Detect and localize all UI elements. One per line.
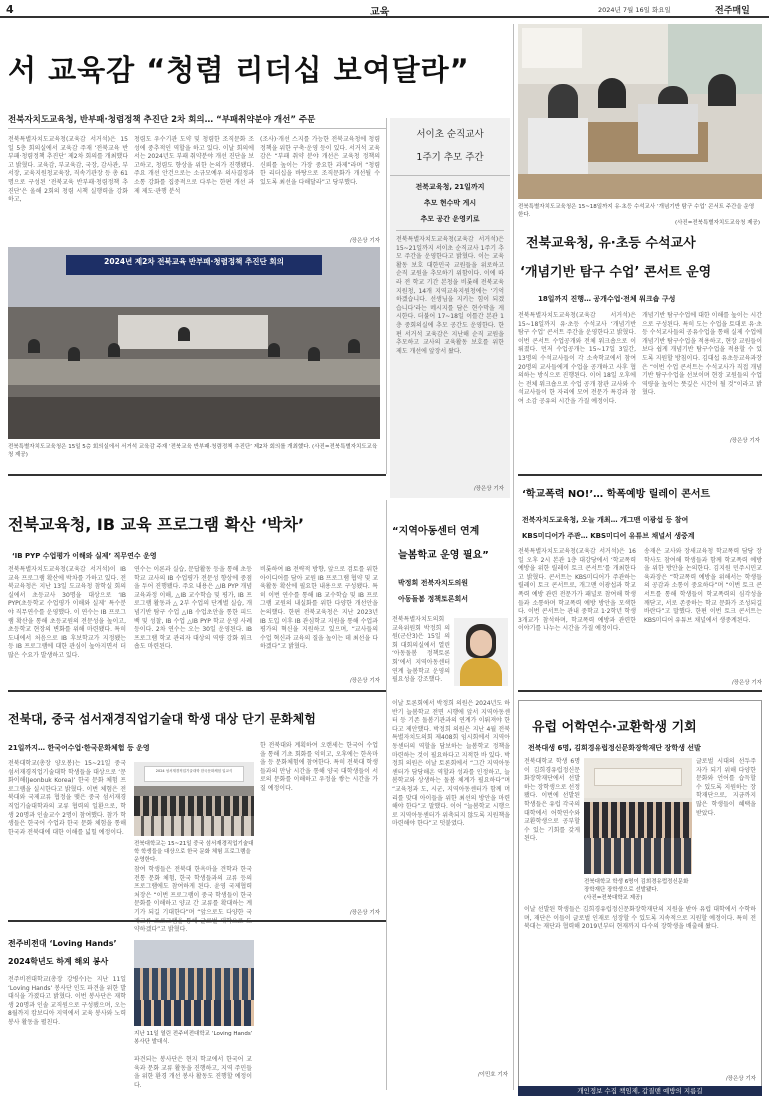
byline-neulbom: /이민호 기자	[477, 1072, 508, 1078]
subhead-europe: 전북대생 6명, 김희경유럽정신문화장학재단 장학생 선발	[528, 744, 701, 752]
footer-slogan: 개인정보 수집 책임제, 갑질맨 예방의 지름길	[577, 1087, 703, 1095]
body-anticorruption-col1: 전북특별자치도교육청(교육감 서거석)은 15일 5층 회의실에서 교육감 주재 ‘전북교육 반부패·청렴정책 추진단’ 제2차 회의를 개최했다고 밝혔다. 교육감, 부교육감, 국장, 감사관, 부서장, 교육지원청교육장, 직속기관장 등 총 61명으로 구성된 ‘전북교육 반부패·청렴정책 추진단’은 올해 2회의 청렴 시책 실행력을 강화하고,	[8, 136, 128, 204]
footer-banner	[518, 1086, 762, 1096]
headline-concert-2: ‘개념기반 탐구 수업’ 콘서트 운영	[520, 265, 712, 280]
body-violence-col1: 전북특별자치도교육청(교육감 서거석)은 16일 오후 2시 본관 1층 대강당에서 ‘학교폭력예방을 위한 릴레이 토크 콘서트’를 개최한다고 밝혔다. 콘서트는 KBS미디어가 주관하는 릴레이 토크 콘서트로, 개그맨 이광섭과 학교폭력 예방 관련 전문가가 패널로 참여해 학생들과 소통하며 학교폭력 예방 방안을 모색한다. 이번 콘서트는 관내 중학교 1·2학년 학생 3개교가 참석하며, 학교폭력 예방과 관련한 이야기를 나누는 시간을 가질 예정이다.	[518, 548, 636, 633]
body-china-col2: 참여 학생들은 전북대 한옥마을 견학과 한국 전통 문화 체험, 한국 학생들과의 교류 등의 프로그램에도 참여하게 된다. 윤영 국제협력처장은 “이번 프로그램이 중국 학생들이 한국 문화를 이해하고 양교 간 교류를 확대하는 계기가 되길 기대한다”며 “앞으로도 다양한 국 약하겠다”고 밝혔다.	[134, 866, 252, 934]
body-violence-col2: 송재은 교사와 장새교육청 학교폭력 담당 장학사도 참여해 학생들과 함께 학교폭력 예방을 위한 방안을 논의한다. 김지원 민주시민교육과장은 “학교폭력 예방을 위해서는 학생들의 공감과 소통이 중요하다”며 “이번 토크 콘서트를 통해 학생들이 학교폭력의 심각성을 깨닫고, 서로 존중하는 학교 문화가 조성되길 바란다”고 말했다. 한편 이번 토크 콘서트는 KBS미디어 유튜브 채널에서 생중계된다.	[644, 548, 762, 624]
body-neulbom-col2: 이날 토론회에서 박정희 의원은 2024년도 하반기 늘봄학교 전면 시행에 앞서 지역아동센터 등 기존 돌봄기관과의 연계가 이뤄져야 한다고 제안했다. 박정희 의원은 지난 4월 전북특별자치도의회 제408회 임시회에서 지역아동센터의 역할을 담보하는 늘봄학교 정책을 마련하는 것이 필요하다고 지적한 바 있다. 박정희 의원은 이날 토론회에서 “그간 지역아동센터가 담당해온 역할과 성과를 인정하고, 늘봄학교와 상생하는 돌봄 체계가 필요하다”며 “교육청과 도, 시군, 지역아동센터가 함께 머리를 맞대 아이들을 위한 최선의 방안을 마련해야 한다”고 말했다. 이어 “늘봄학교 시행으로 지역아동센터가 위축되지 않도록 지원책을 마련해야 한다”고 덧붙였다.	[392, 700, 510, 828]
headline-neulbom-2: 늘봄학교 운영 필요”	[398, 550, 489, 561]
byline-ib: /장은상 기자	[349, 678, 380, 684]
byline-concert: /장은상 기자	[729, 438, 760, 444]
sidebox-sub3: 추모 공간 운영키로	[420, 215, 480, 223]
china-banner	[144, 766, 244, 782]
headline-china: 전북대, 중국 섬서재경직업기술대 학생 대상 단기 문화체험	[8, 712, 316, 726]
body-neulbom-col1: 전북특별자치도의회 교육위원회 박정희 의원(군산3)은 15일 의회 대회의실에서 열린 ‘아동돌봄 정책토론회’에서 지역아동센터 연계 늘봄학교 운영의 필요성을 강조했다.	[392, 616, 450, 684]
sidebox-title2: 1주기 추모 주간	[416, 152, 484, 163]
body-concert-col2: 개념기반 탐구수업에 대한 이해를 높이는 시간으로 구성된다. 특히 도는 수업을 토대로 유·초등 수석교사들의 공유수업을 통해 실제 수업에 개념기반 탐구수업을 적용하고, 현장 교원들이 보다 쉽게 개념기반 탐구수업을 적용할 수 있도록 지원할 방침이다. 김대섭 유초등교육과장은 “이번 수업 콘서트는 수석교사가 직접 개념기반 탐구수업을 선보이며 현장 교원들의 수업 역량을 높이는 뜻깊은 시간이 될 것”이라고 밝혔다.	[642, 312, 762, 397]
author-neulbom-2: 아동돌봄 정책토론회서	[398, 595, 469, 603]
byline-violence: /장은상 기자	[731, 680, 762, 686]
body-europe-col1: 전북대학교 학생 6명이 김희경유럽정신문화장학재단에서 선발하는 장학생으로 선정됐다. 이번에 선발된 학생들은 유럽 각국의 대학에서 어학연수와 교환학생으로 공부할 수 있는 기회를 갖게 된다.	[524, 758, 580, 843]
body-europe-col3: 이날 선발된 학생들은 김희경유럽정신문화장학재단의 지원을 받아 유럽 대학에서 수학하며, 재단은 이들이 글로벌 인재로 성장할 수 있도록 지속적으로 지원할 예정이다. 특히 전북대는 재단과 협력해 2019년부터 현재까지 다수의 장학생을 배출해 왔다.	[524, 906, 756, 931]
paper-name: 전주매일	[715, 6, 750, 16]
sidebox-memorial	[390, 118, 510, 498]
meeting-banner	[66, 255, 322, 275]
body-concert-col1: 전북특별자치도교육청(교육감 서거석)은 15~18일까지 유·초등 수석교사 ‘개념기반 탐구 수업’ 콘서트 주간을 운영한다고 밝혔다. 이번 콘서트 수업공개와 전체 워크숍으로 이뤄졌다. 먼저 수업공개는 15~17일 3일간, 13명의 수석교사들이 각 소속학교에서 참여 20명의 교사들에게 수업을 공개하고 사후 협의하는 방식으로 진행된다. 이어 18일 오후에는 전체 워크숍으로 수업 공개 참관 교사와 수석교사들이 한 자리에 모여 전문가 특강과 참여 소감 공유의 시간을 가질 예정이다.	[518, 312, 636, 405]
body-vision-col3	[260, 1032, 378, 1086]
credit-classroom: (사진=전북특별자치도교육청 제공)	[674, 220, 760, 226]
byline-anticorruption: /장은상 기자	[349, 238, 380, 244]
issue-date: 2024년 7월 16일 화요일	[598, 6, 671, 14]
sidebox-byline: /장은상 기자	[473, 486, 504, 492]
subhead-ib: ‘IB PYP 수업평가 이해와 실제’ 직무연수 운영	[12, 552, 157, 560]
body-anticorruption-col2: 청렴도 우수기관 도약 및 청렴한 조직문화 조성에 중추적인 역할을 하고 있다. 이날 회의에서는 2024년도 부패 취약분야 개선 진단을 보고하고, 청렴도 향상을 위한 논의가 진행됐다. 주요 개선 안건으로는 소규모예우 의사결정과 소통 강화를 집중적으로 다루는 한편 개선 과제 제도·관행 분석	[134, 136, 254, 195]
body-china-col3: 한 전북대와 계획하여 오랜세는 한국어 수업을 통해 기초 회화를 익히고, 오후에는 한옥마을 등 문화체험에 참여한다. 특히 전북대 학생들과의 만남 시간을 통해 양국 대학생들이 서로의 문화를 이해하고 우정을 쌓는 시간을 가질 예정이다.	[260, 742, 378, 792]
photo-meeting	[8, 247, 380, 439]
headline-vision: 전주비전대 ‘Loving Hands’	[8, 939, 117, 948]
credit-europe: (사진=전북대학교 제공)	[584, 895, 643, 901]
page-header	[0, 0, 769, 18]
subhead-vision: 2024학년도 하계 해외 봉사	[8, 957, 109, 966]
headline-violence: ‘학교폭력 NO!’… 학폭예방 릴레이 콘서트	[522, 489, 711, 500]
subhead-china: 21일까지… 한국어수업·한국문화체험 등 운영	[8, 744, 150, 752]
headline-concert-1: 전북교육청, 유·초등 수석교사	[526, 236, 696, 251]
byline-europe: /장은상 기자	[725, 1076, 756, 1082]
section-label: 교육	[370, 7, 390, 18]
sidebox-body: 전북특별자치도교육청(교육감 서거석)은 15~21일까지 서이초 순직교사 1주기 추모 주간을 운영한다고 밝혔다. 이는 교육활동 보호 대한민국 교원들을 위로하고 순직 교원을 추모하기 위함이다. 이에 따라 전 학교 기간 본청을 비롯해 전북교육지원청, 14개 지역교육지원청에는 ‘기억하겠습니다. 선생님을 지키는 힘이 되겠습니다’라는 메시지를 담은 현수막을 게시한다. 더불어 17~18일 이틀간 본관 1층 중회의실에 추모 공간도 운영한다. 한편 서거석 교육감은 지난해 순직 교원을 추모하고 교사의 교육활동 보호를 위한 제도 개선에 앞장서 왔다.	[396, 236, 504, 355]
china-banner-text: 2024 섬서재경직업기술대학 한국문화체험 입교식	[155, 769, 233, 773]
sidebox-title1: 서이초 순직교사	[416, 129, 484, 140]
caption-vision: 지난 11일 열린 전주비전대학교 ‘Loving Hands’ 봉사단 발대식.	[134, 1031, 253, 1045]
body-ib-col1: 전북특별자치도교육청(교육감 서거석)이 IB 교육 프로그램 확산에 박차를 가하고 있다. 전북교육청은 지난 13일 도교육청 참학실 회의실에서 초등교사 30명을 대상으로 ‘IB PYP(초등학교 수업평가 이해와 실제’ 특수분야 직무연수를 운영했다. 이 연수는 IB 프로그램 확산을 통해 초등교원의 전문성을 높이고, 초등학교 현장의 변화를 위해 마련됐다. 특히 도내에서 처음으로 IB 후보학교가 지정됐는 등 IB 프로그램에 대한 관심이 높아지면서 더 많은 수요가 발생하고 있다.	[8, 566, 126, 659]
subhead-violence-2: KBS미디어가 주관… KBS미디어 유튜브 채널서 생중계	[522, 532, 695, 540]
body-ib-col2: 연수는 이론과 실습, 문답활동 등을 통해 초등학교 교사의 IB 수업평가 전문성 향상에 중점을 두어 진행됐다. 주요 내용은 △IB PYP 개념 교육과정 이해, △IB 교수학습 및 평가, IB 프로그램 활동과 △ 2부 수업의 단계별 실습, 개념기반 탐구 수업 △IB 수업초안을 통한 피드백 및 성찰, IB 수업 △IB PYP 학교 운영 사례 등이다. 2차 연수는 오는 30일 운영된다. IB 프로그램 학교 관리자 대상의 역량 강화 워크숍도 마련된다.	[134, 566, 252, 651]
portrait-park	[454, 618, 508, 686]
byline-china: /장은상 기자	[349, 910, 380, 916]
subhead-violence-1: 전북자치도교육청, 오늘 개최… 개그맨 이광섭 등 참여	[522, 516, 689, 524]
meeting-banner-text: 2024년 제2차 전북교육 반부패·청렴정책 추진단 회의	[104, 257, 284, 266]
photo-europe-group	[584, 758, 692, 874]
photo-vision-group	[134, 940, 254, 1026]
author-neulbom-1: 박정희 전북자치도의원	[398, 579, 469, 587]
body-vision-col1: 전주비전대학교(총장 강병수)는 지난 11일 ‘Loving Hands’ 봉사단 인도 파견을 위한 발대식을 가졌다고 밝혔다. 이번 봉사단은 재학생 20명과 인솔 교직원으로 구성됐으며, 오는 8월까지 캄보디아 지역에서 교육 봉사와 노력 봉사 활동을 펼친다.	[8, 976, 126, 1026]
body-ib-col3: 비롯하여 IB 전략적 방향, 앞으로 검토를 위한 아이디어를 담아 교원 IB 프로그램 협약 및 교육활동 확산에 필요한 내용으로 구성됐다. 특히 이번 연수를 통해 IB 교수학습 및 IB 프로그램 교원의 내실화를 위한 다양한 개선안을 논의했다. 한편 전북교육청은 지난 2023년 IB 도입 이후 IB 관심학교 지원을 통해 수업과 평가의 혁신을 지원하고 있으며, “교사들의 수업 혁신과 교육의 질을 높이는 데 최선을 다하겠다”고 밝혔다.	[260, 566, 378, 651]
body-china-col1: 전북대학교(총장 양오봉)는 15~21일 중국 섬서재경직업기술대학 학생들을 대상으로 ‘문화이해(Jeonbuk Korea)’ 한국 문화 체험 프로그램을 실시한다고 밝혔다. 이번 체험은 전북대와 국제교류 협정을 맺은 중국 섬서재경직업기술대학과의 교류 협력의 일환으로, 학생 20명과 인솔교수 2명이 참여했다. 참가 학생들은 한국어 수업과 한국 문화 체험을 통해 한국과 전북대에 대한 이해를 넓힐 예정이다.	[8, 760, 126, 836]
caption-meeting: 전북특별자치도교육청은 15일 5층 회의실에서 서거석 교육감 주재 ‘전북교육 반부패·청렴정책 추진단’ 제2차 회의를 개최했다. (사진=전북특별자치도교육청 제공)	[8, 444, 378, 458]
headline-neulbom-1: “지역아동센터 연계	[392, 526, 480, 537]
headline-ib: 전북교육청, IB 교육 프로그램 확산 ‘박차’	[8, 515, 305, 534]
photo-china-group	[134, 762, 254, 836]
photo-classroom	[518, 24, 762, 199]
caption-europe: 전북대학교 학생 6명이 김희경유럽정신문화장학재단 장학생으로 선발됐다.	[584, 879, 689, 893]
body-anticorruption-col3: (조사)·개선 스지를 가능한 전북교육청에 청렴정책을 위한 구축·운영 등이 있다. 서거석 교육감은 “부패 취약 분야 개선은 교육청 정책의 신뢰를 높이는 가장 중요한 과제”라며 “청렴한 리더십을 바탕으로 조직문화가 개선될 수 있도록 최선을 다해달라”고 당부했다.	[260, 136, 380, 186]
headline-europe: 유럽 어학연수·교환학생 기회	[532, 720, 697, 735]
subhead-concert: 18일까지 진행… 공개수업·전체 워크숍 구성	[538, 295, 676, 303]
sidebox-sub2: 추모 현수막 게시	[423, 199, 477, 207]
headline-anticorruption: 서 교육감 “청렴 리더십 보여달라”	[8, 53, 470, 87]
subhead-anticorruption: 전북자치도교육청, 반부패·청렴정책 추진단 2차 회의… “부패취약분야 개선” 주문	[8, 115, 316, 125]
body-europe-col2: 글로벌 시대의 선두주자가 되기 위해 다양한 문화와 언어를 습득할 수 있도록 지원하는 장학재단으로, 지금까지 많은 학생들이 혜택을 받았다.	[696, 758, 756, 817]
body-vision-col2: 파견되는 봉사단은 현지 학교에서 한국어 교육과 문화 교류 활동을 진행하고, 지역 주민들을 위한 환경 개선 봉사 활동도 진행할 예정이다.	[134, 1056, 252, 1089]
caption-china: 전북대학교는 15~21일 중국 섬서재경직업기술대학 학생들을 대상으로 한국 문화 체험 프로그램을 운영한다.	[134, 841, 254, 863]
caption-classroom: 전북특별자치도교육청은 15~18일까지 유·초등 수석교사 ‘개념기반 탐구 수업’ 콘서트 주간을 운영한다.	[518, 204, 755, 218]
sidebox-sub1: 전북교육청, 21일까지	[415, 183, 485, 191]
page-number: 4	[6, 3, 14, 16]
